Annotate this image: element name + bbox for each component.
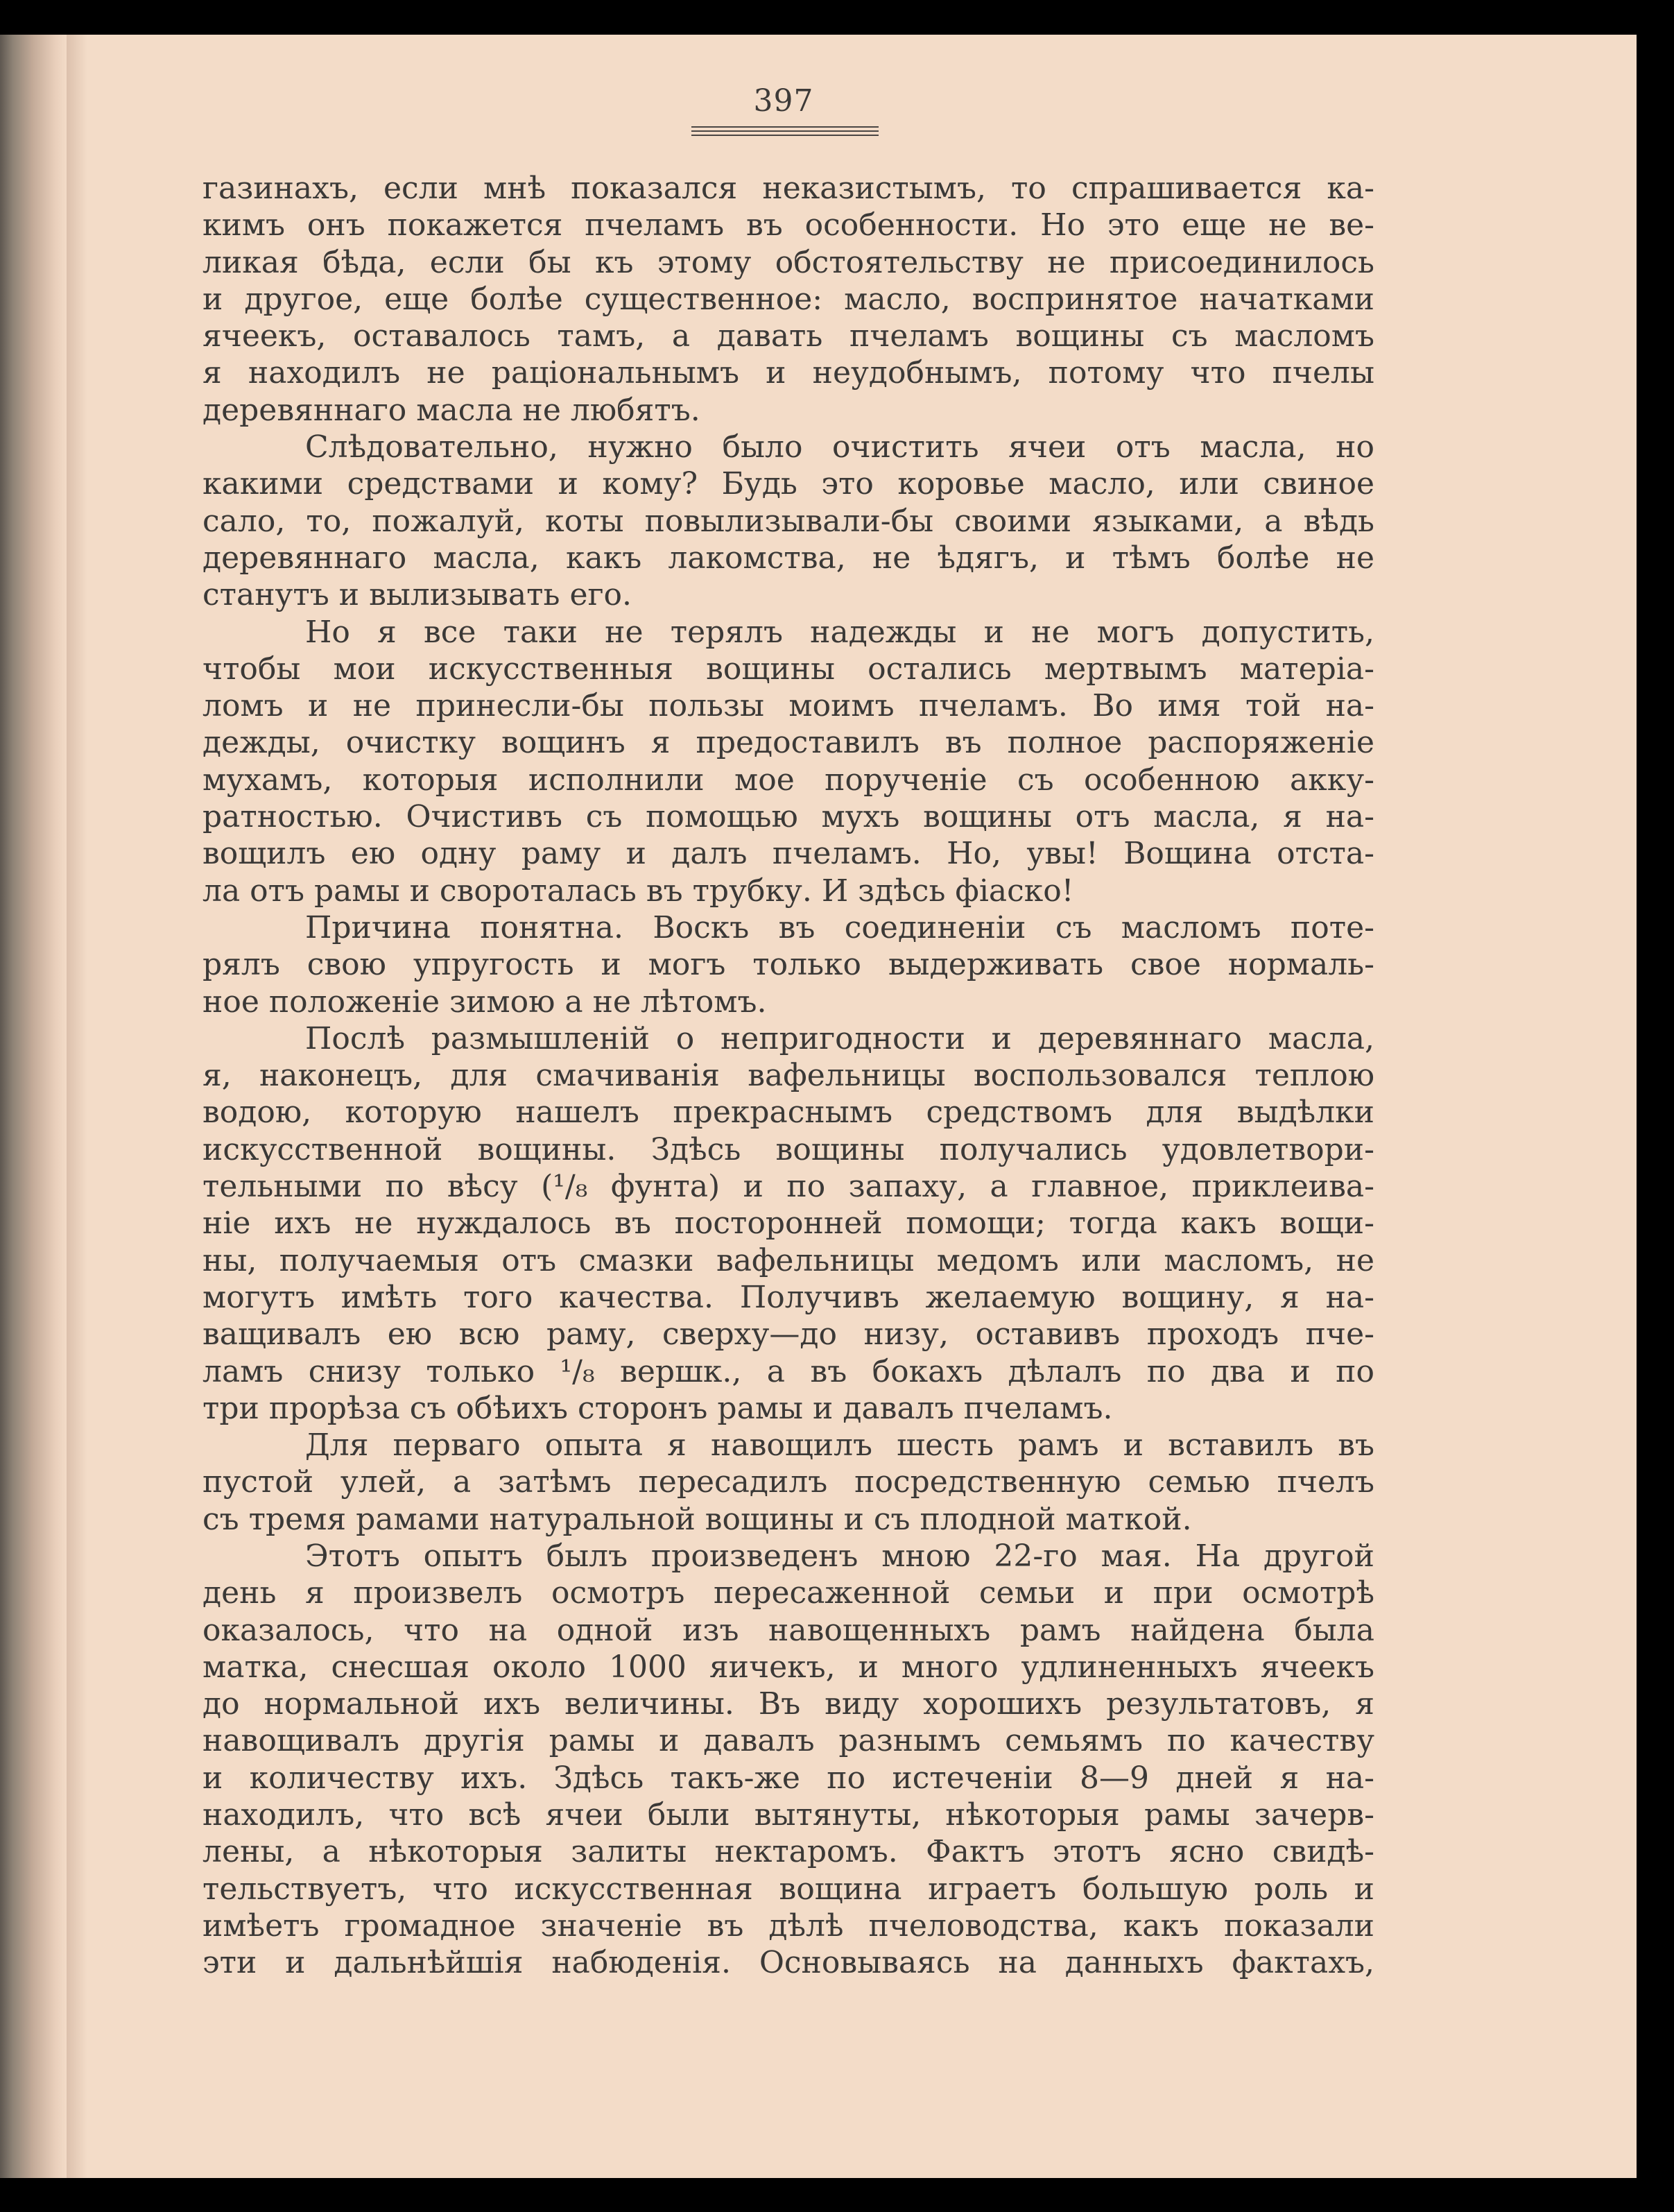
text-line: ломъ и не принесли-бы пользы моимъ пчеламъ. Во имя той на-	[202, 688, 1374, 724]
page-edge-shadow	[0, 35, 67, 2178]
text-line: и другое, еще болѣе существенное: масло, воспринятое начатками	[202, 281, 1374, 317]
text-line: деревяннаго масла, какъ лакомства, не ѣдягъ, и тѣмъ болѣе не	[202, 540, 1374, 576]
text-line: и количеству ихъ. Здѣсь такъ-же по истеченіи 8—9 дней я на-	[202, 1760, 1374, 1796]
text-line: ніе ихъ не нуждалось въ посторонней помощи; тогда какъ вощи-	[202, 1206, 1374, 1242]
text-line: до нормальной ихъ величины. Въ виду хорошихъ результатовъ, я	[202, 1686, 1374, 1722]
scanned-page	[0, 35, 1637, 2178]
page-number-rule	[691, 126, 879, 136]
text-line: я, наконецъ, для смачиванія вафельницы воспользовался теплою	[202, 1058, 1374, 1094]
text-line: Для перваго опыта я навощилъ шесть рамъ и вставилъ въ	[305, 1427, 1374, 1464]
text-line: ное положеніе зимою а не лѣтомъ.	[202, 984, 767, 1020]
text-line: ла отъ рамы и свороталась въ трубку. И здѣсь фіаско!	[202, 873, 1074, 909]
text-line: лены, а нѣкоторыя залиты нектаромъ. Фактъ этотъ ясно свидѣ-	[202, 1834, 1374, 1870]
text-line: рялъ свою упругость и могъ только выдерживать свое нормаль-	[202, 947, 1374, 983]
text-line: матка, снесшая около 1000 яичекъ, и много удлиненныхъ ячеекъ	[202, 1649, 1374, 1685]
text-line: мухамъ, которыя исполнили мое порученіе съ особенною акку-	[202, 762, 1374, 798]
body-text	[202, 170, 1374, 1982]
spine-shadow	[67, 35, 87, 2178]
text-line: чтобы мои искусственныя вощины остались мертвымъ матеріа-	[202, 651, 1374, 687]
text-line: тельными по вѣсу (¹/₈ фунта) и по запаху, а главное, приклеива-	[202, 1169, 1374, 1205]
text-line: Причина понятна. Воскъ въ соединеніи съ масломъ поте-	[305, 909, 1374, 945]
text-line: тельствуетъ, что искусственная вощина играетъ большую роль и	[202, 1871, 1374, 1907]
text-line: деревяннаго масла не любятъ.	[202, 392, 700, 428]
paragraph	[202, 1020, 1374, 1427]
text-line: искусственной вощины. Здѣсь вощины получались удовлетвори-	[202, 1131, 1374, 1167]
text-line: навощивалъ другія рамы и давалъ разнымъ семьямъ по качеству	[202, 1723, 1374, 1759]
text-line: ващивалъ ею всю раму, сверху—до низу, оставивъ проходъ пче-	[202, 1317, 1374, 1353]
text-line: дежды, очистку вощинъ я предоставилъ въ полное распоряженіе	[202, 725, 1374, 761]
text-line: вощилъ ею одну раму и далъ пчеламъ. Но, увы! Вощина отста-	[202, 836, 1374, 872]
text-line: ны, получаемыя отъ смазки вафельницы медомъ или масломъ, не	[202, 1242, 1374, 1278]
rule-line	[691, 130, 879, 132]
text-line: ламъ снизу только ¹/₈ вершк., а въ бокахъ дѣлалъ по два и по	[202, 1353, 1374, 1389]
text-line: ячеекъ, оставалось тамъ, а давать пчеламъ вощины съ масломъ	[202, 318, 1374, 354]
text-line: могутъ имѣть того качества. Получивъ желаемую вощину, я на-	[202, 1279, 1374, 1315]
paragraph	[202, 1427, 1374, 1538]
text-line: съ тремя рамами натуральной вощины и съ плодной маткой.	[202, 1501, 1192, 1537]
text-line: водою, которую нашелъ прекраснымъ средствомъ для выдѣлки	[202, 1095, 1374, 1131]
text-line: день я произвелъ осмотръ пересаженной семьи и при осмотрѣ	[202, 1575, 1374, 1611]
paragraph	[202, 909, 1374, 1020]
text-line: находилъ, что всѣ ячеи были вытянуты, нѣкоторыя рамы зачерв-	[202, 1797, 1374, 1833]
text-line: кимъ онъ покажется пчеламъ въ особенности. Но это еще не ве-	[202, 207, 1374, 243]
text-line: Послѣ размышленій о непригодности и деревяннаго масла,	[305, 1020, 1374, 1056]
paragraph	[202, 1538, 1374, 1982]
text-line: газинахъ, если мнѣ показался неказистымъ, то спрашивается ка-	[202, 171, 1374, 206]
paragraph	[202, 170, 1374, 429]
rule-line	[691, 135, 879, 136]
text-line: я находилъ не раціональнымъ и неудобнымъ, потому что пчелы	[202, 355, 1374, 391]
rule-line	[691, 126, 879, 128]
text-line: эти и дальнѣйшія набюденія. Основываясь на данныхъ фактахъ,	[202, 1945, 1374, 1981]
text-line: Этотъ опытъ былъ произведенъ мною 22-го мая. На другой	[305, 1538, 1374, 1574]
text-line: Слѣдовательно, нужно было очистить ячеи отъ масла, но	[305, 429, 1374, 465]
paragraph	[202, 614, 1374, 909]
text-line: сало, то, пожалуй, коты повылизывали-бы своими языками, а вѣдь	[202, 503, 1374, 539]
text-line: имѣетъ громадное значеніе въ дѣлѣ пчеловодства, какъ показали	[202, 1907, 1374, 1944]
text-line: Но я все таки не терялъ надежды и не могъ допустить,	[305, 614, 1374, 650]
text-line: станутъ и вылизывать его.	[202, 577, 632, 613]
paragraph	[202, 429, 1374, 613]
text-line: ликая бѣда, если бы къ этому обстоятельству не присоединилось	[202, 244, 1374, 280]
text-line: пустой улей, а затѣмъ пересадилъ посредственную семью пчелъ	[202, 1464, 1374, 1500]
text-line: оказалось, что на одной изъ навощенныхъ рамъ найдена была	[202, 1612, 1374, 1648]
text-line: какими средствами и кому? Будь это коровье масло, или свиное	[202, 466, 1374, 502]
text-line: три прорѣза съ обѣихъ сторонъ рамы и давалъ пчеламъ.	[202, 1390, 1113, 1426]
page-number: 397	[753, 83, 814, 119]
text-line: ратностью. Очистивъ съ помощью мухъ вощины отъ масла, я на-	[202, 799, 1374, 835]
